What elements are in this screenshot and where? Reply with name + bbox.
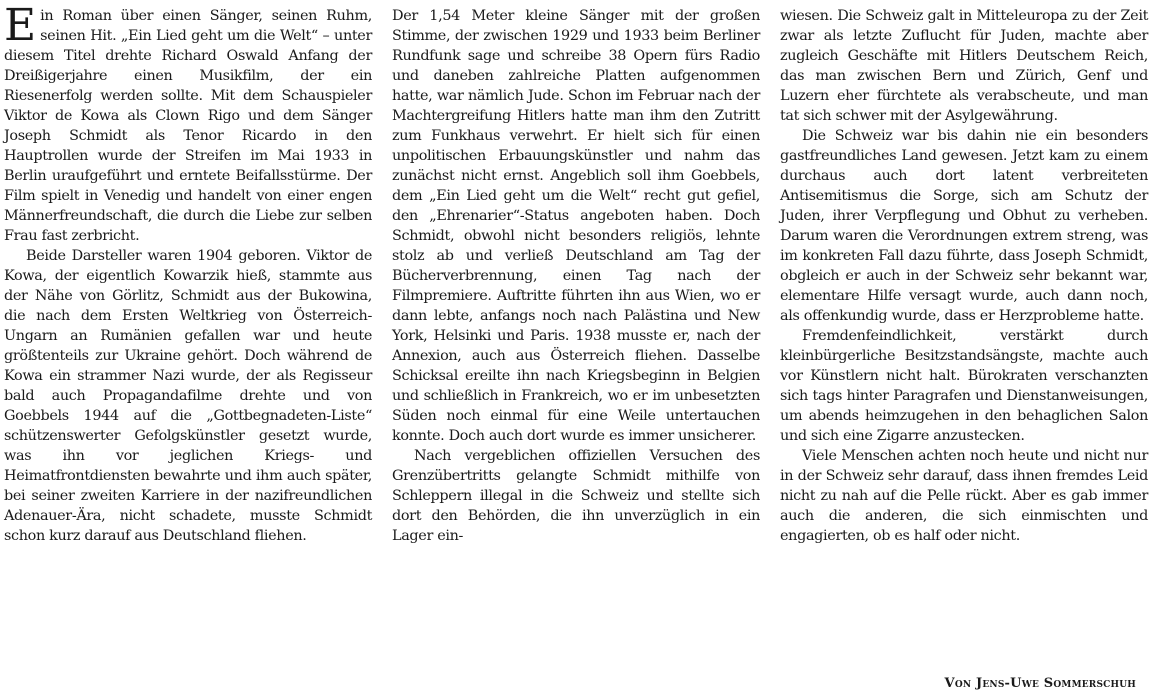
paragraph-text: in Roman über einen Sänger, seinen Ruhm, seinen Hit. „Ein Lied geht um die Welt“ – unter diesem Titel drehte Richard Oswald Anfang der Dreißigerjahre einen Musikfilm, der ein Riesenerfolg werden sollte. Mit dem Schauspieler Viktor de Kowa als Clown Rigo und dem Sänger Joseph Schmidt als Tenor Ricardo in den Hauptrollen wurde der Streifen im Mai 1933 in Berlin uraufgeführt und erntete Beifallsstürme. Der Film spielt in Venedig und handelt von einer engen Männerfreundschaft, die durch die Liebe zur selben Frau fast zerbricht. [4, 8, 372, 244]
paragraph: Beide Darsteller waren 1904 geboren. Viktor de Kowa, der eigentlich Kowarzik hieß, stammte aus der Nähe von Görlitz, Schmidt aus der Bukowina, die nach dem Ersten Weltkrieg von Österreich-Ungarn an Rumänien gefallen war und heute größtenteils zur Ukraine gehört. Doch während de Kowa ein strammer Nazi wurde, der als Regisseur bald auch Propagandafilme drehte und von Goebbels 1944 auf die „Gottbegnadeten-Liste“ schützenswerter Gefolgskünstler gesetzt wurde, was ihn vor jeglichen Kriegs- und Heimatfrontdiensten bewahrte und ihm auch später, bei seiner zweiten Karriere in der nazifreundlichen Adenauer-Ära, nicht schadete, musste Schmidt schon kurz darauf aus Deutschland fliehen. [4, 248, 372, 544]
paragraph: Die Schweiz war bis dahin nie ein besonders gastfreundliches Land gewesen. Jetzt kam zu einem durchaus auch dort latent verbreiteten Antisemitismus die Sorge, sich am Schutz der Juden, ihrer Verpflegung und Obhut zu verheben. Darum waren die Verordnungen extrem streng, was im konkreten Fall dazu führte, dass Joseph Schmidt, obgleich er auch in der Schweiz sehr bekannt war, elementare Hilfe versagt wurde, auch dann noch, als offenkundig wurde, dass er Herzprobleme hatte. [780, 128, 1148, 324]
paragraph [4, 0, 372, 246]
text-column-1 [4, 0, 372, 546]
text-column-2 [392, 6, 760, 546]
paragraph: wiesen. Die Schweiz galt in Mitteleuropa zu der Zeit zwar als letzte Zuflucht für Juden, machte aber zugleich Geschäfte mit Hitlers Deutschem Reich, das man zwischen Bern und Zürich, Genf und Luzern eher fürchtete als verabscheute, und man tat sich schwer mit der Asylgewährung. [780, 8, 1148, 124]
paragraph: Viele Menschen achten noch heute und nicht nur in der Schweiz sehr darauf, dass ihnen fremdes Leid nicht zu nah auf die Pelle rückt. Aber es gab immer auch die anderen, die sich einmischten und engagierten, ob es half oder nicht. [780, 448, 1148, 544]
text-column-3 [780, 6, 1148, 546]
paragraph: Nach vergeblichen offiziellen Versuchen des Grenzübertritts gelangte Schmidt mithilfe von Schleppern illegal in die Schweiz und stellte sich dort den Behörden, die ihn unverzüglich in ein Lager ein- [392, 448, 760, 544]
drop-cap: E [4, 0, 37, 51]
author-byline: Von Jens-Uwe Sommerschuh [944, 676, 1136, 691]
paragraph: Fremdenfeindlichkeit, verstärkt durch kleinbürgerliche Besitzstandsängste, machte auch vor Künstlern nicht halt. Bürokraten verschanzten sich tags hinter Paragrafen und Dienstanweisungen, um abends heimzugehen in den behaglichen Salon und sich eine Zigarre anzustecken. [780, 328, 1148, 444]
paragraph: Der 1,54 Meter kleine Sänger mit der großen Stimme, der zwischen 1929 und 1933 beim Berliner Rundfunk sage und schreibe 38 Opern fürs Radio und daneben zahlreiche Platten aufgenommen hatte, war nämlich Jude. Schon im Februar nach der Machtergreifung Hitlers hatte man ihm den Zutritt zum Funkhaus verwehrt. Er hielt sich für einen unpolitischen Erbauungskünstler und nahm das zunächst nicht ernst. Angeblich soll ihm Goebbels, dem „Ein Lied geht um die Welt“ recht gut gefiel, den „Ehrenarier“-Status angeboten haben. Doch Schmidt, obwohl nicht besonders religiös, lehnte stolz ab und verließ Deutschland am Tag der Bücherverbrennung, einen Tag nach der Filmpremiere. Auftritte führten ihn aus Wien, wo er dann lebte, anfangs noch nach Palästina und New York, Helsinki und Paris. 1938 musste er, nach der Annexion, auch aus Österreich fliehen. Dasselbe Schicksal ereilte ihn nach Kriegsbeginn in Belgien und schließlich in Frankreich, wo er im unbesetzten Süden noch einmal für eine Weile untertauchen konnte. Doch auch dort wurde es immer unsicherer. [392, 8, 760, 444]
